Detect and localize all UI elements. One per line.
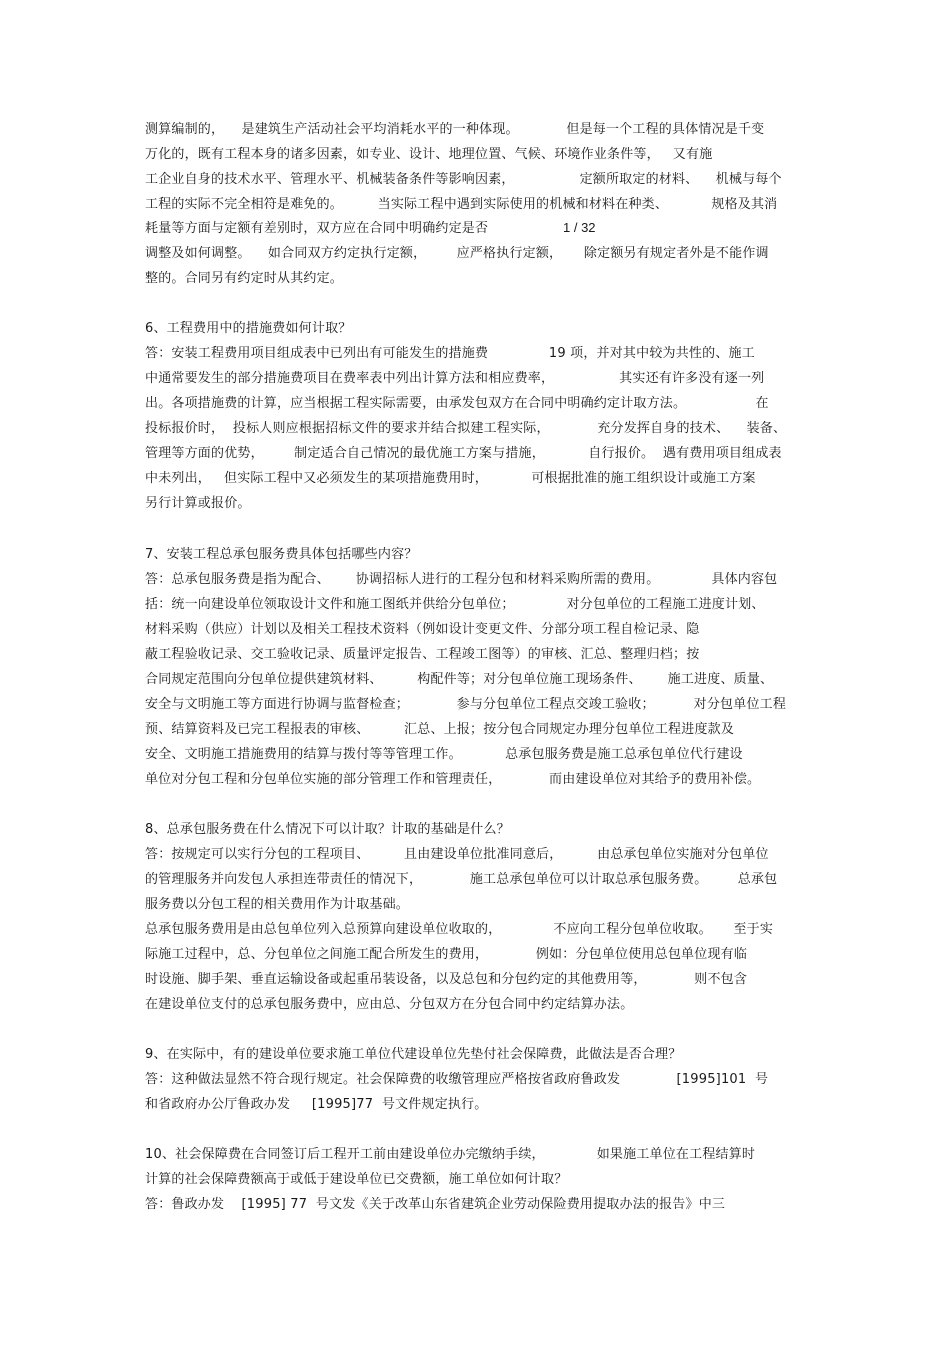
text-line: 答：按规定可以实行分包的工程项目、 且由建设单位批准同意后， 由总承包单位实施对分包单位 [145, 847, 769, 862]
question-heading: 9、在实际中，有的建设单位要求施工单位代建设单位先垫付社会保障费，此做法是否合理？ [145, 1047, 682, 1062]
text-line: 答：安装工程费用项目组成表中已列出有可能发生的措施费 19 项，并对其中较为共性的、施工 [145, 346, 755, 361]
text-line: 整的。合同另有约定时从其约定。 [145, 271, 344, 286]
text-line: 服务费以分包工程的相关费用作为计取基础。 [145, 897, 410, 912]
text-line: 合同规定范围向分包单位提供建筑材料、 构配件等；对分包单位施工现场条件、 施工进度、质量、 [145, 672, 774, 687]
text-line: 工程的实际不完全相符是难免的。 当实际工程中遇到实际使用的机械和材料在种类、 规格及其消 [145, 197, 778, 212]
text-line: 在建设单位支付的总承包服务费中，应由总、分包双方在分包合同中约定结算办法。 [145, 997, 634, 1012]
text-line: 另行计算或报价。 [145, 496, 251, 511]
question-heading: 7、安装工程总承包服务费具体包括哪些内容？ [145, 547, 418, 562]
text-line: 答：总承包服务费是指为配合、 协调招标人进行的工程分包和材料采购所需的费用。 具体内容包 [145, 572, 778, 587]
text-line: 答：这种做法显然不符合现行规定。社会保障费的收缴管理应严格按省政府鲁政发 [1995]101 号 [145, 1072, 769, 1087]
text-line: 际施工过程中，总、分包单位之间施工配合所发生的费用， 例如：分包单位使用总包单位现有临 [145, 947, 748, 962]
text-line: 管理等方面的优势， 制定适合自己情况的最优施工方案与措施， 自行报价。 遇有费用项目组成表 [145, 446, 782, 461]
text-line: 和省政府办公厅鲁政办发 [1995]77 号文件规定执行。 [145, 1097, 488, 1112]
text-line: 万化的，既有工程本身的诸多因素，如专业、设计、地理位置、气候、环境作业条件等， 又有施 [145, 147, 713, 162]
text-line: 材料采购（供应）计划以及相关工程技术资料（例如设计变更文件、分部分项工程自检记录、隐 [145, 622, 700, 637]
question-heading: 8、总承包服务费在什么情况下可以计取？计取的基础是什么？ [145, 822, 510, 837]
page-number: 1 / 32 [563, 220, 596, 235]
text-line: 总承包服务费用是由总包单位列入总预算向建设单位收取的， 不应向工程分包单位收取。 至于实 [145, 922, 774, 937]
text-line: 单位对分包工程和分包单位实施的部分管理工作和管理责任， 而由建设单位对其给予的费用补偿。 [145, 772, 761, 787]
text-line: 答：鲁政办发 [1995] 77 号文发《关于改革山东省建筑企业劳动保险费用提取办法的报告》中三 [145, 1197, 726, 1212]
question-heading: 10、社会保障费在合同签订后工程开工前由建设单位办完缴纳手续， 如果施工单位在工程结算时 [145, 1147, 756, 1162]
text-line: 测算编制的， 是建筑生产活动社会平均消耗水平的一种体现。 但是每一个工程的具体情况是千变 [145, 122, 765, 137]
text-line: 耗量等方面与定额有差别时，双方应在合同中明确约定是否 [145, 221, 489, 236]
text-line: 的管理服务并向发包人承担连带责任的情况下， 施工总承包单位可以计取总承包服务费。 总承包 [145, 872, 778, 887]
text-line: 工企业自身的技术水平、管理水平、机械装备条件等影响因素， 定额所取定的材料、 机械与每个 [145, 172, 782, 187]
text-line: 括：统一向建设单位领取设计文件和施工图纸并供给分包单位； 对分包单位的工程施工进度计划、 [145, 597, 765, 612]
text-line: 计算的社会保障费额高于或低于建设单位已交费额，施工单位如何计取？ [145, 1172, 568, 1187]
text-line: 中未列出， 但实际工程中又必须发生的某项措施费用时， 可根据批准的施工组织设计或施工方案 [145, 471, 756, 486]
text-line: 出。各项措施费的计算，应当根据工程实际需要，由承发包双方在合同中明确约定计取方法。 在 [145, 396, 769, 411]
text-line: 蔽工程验收记录、交工验收记录、质量评定报告、工程竣工图等）的审核、汇总、整理归档；按 [145, 647, 700, 662]
text-line: 安全、文明施工措施费用的结算与拨付等等管理工作。 总承包服务费是施工总承包单位代行建设 [145, 747, 743, 762]
text-line: 投标报价时， 投标人则应根据招标文件的要求并结合拟建工程实际， 充分发挥自身的技术、 装备、 [145, 421, 787, 436]
text-line: 预、结算资料及已完工程报表的审核、 汇总、上报；按分包合同规定办理分包单位工程进度款及 [145, 722, 735, 737]
text-line: 调整及如何调整。 如合同双方约定执行定额， 应严格执行定额， 除定额另有规定者外是不能作调 [145, 246, 769, 261]
text-line: 安全与文明施工等方面进行协调与监督检查； 参与分包单位工程点交竣工验收； 对分包单位工程 [145, 697, 787, 712]
text-line: 中通常要发生的部分措施费项目在费率表中列出计算方法和相应费率， 其实还有许多没有逐一列 [145, 371, 765, 386]
text-line: 时设施、脚手架、垂直运输设备或起重吊装设备，以及总包和分包约定的其他费用等， 则不包含 [145, 972, 748, 987]
question-heading: 6、工程费用中的措施费如何计取？ [145, 321, 352, 336]
